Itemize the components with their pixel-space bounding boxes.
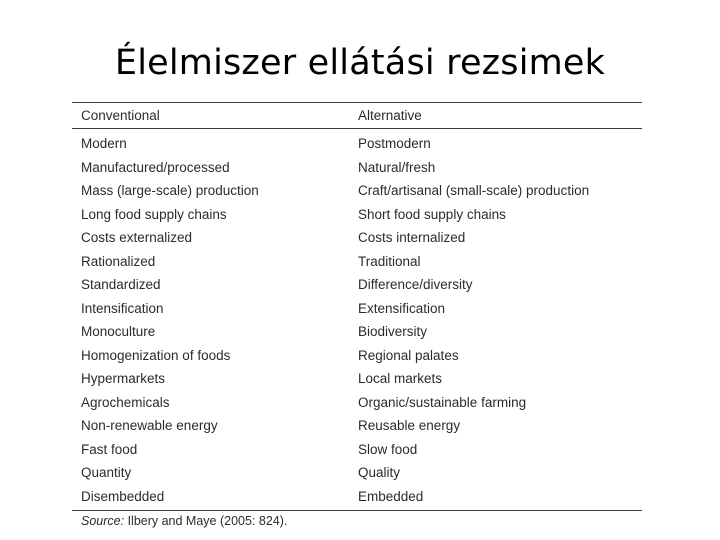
table-header-row xyxy=(72,103,642,128)
conventional-cell: Modern xyxy=(81,136,127,151)
header-conventional: Conventional xyxy=(81,108,160,123)
alternative-cell: Natural/fresh xyxy=(358,159,436,175)
conventional-cell: Rationalized xyxy=(81,253,156,269)
alternative-cell: Difference/diversity xyxy=(358,277,473,292)
table-row xyxy=(72,273,642,297)
alternative-cell: Traditional xyxy=(358,253,421,269)
conventional-cell: Non-renewable energy xyxy=(81,418,218,433)
table-row xyxy=(72,203,642,227)
alternative-cell: Slow food xyxy=(358,441,418,457)
table-row xyxy=(72,438,642,462)
conventional-cell: Fast food xyxy=(81,441,138,457)
slide-title: Élelmiszer ellátási rezsimek xyxy=(114,43,606,83)
comparison-table xyxy=(72,99,642,528)
table-bottom-rule xyxy=(72,510,642,511)
conventional-cell: Manufactured/processed xyxy=(81,159,230,175)
table-row xyxy=(72,250,642,274)
source-citation: Ilbery and Maye (2005: 824). xyxy=(124,514,288,528)
conventional-cell: Monoculture xyxy=(81,324,156,339)
conventional-cell: Intensification xyxy=(81,300,164,316)
table-body xyxy=(72,129,642,510)
alternative-cell: Extensification xyxy=(358,300,446,316)
alternative-cell: Short food supply chains xyxy=(358,206,506,222)
table-row xyxy=(72,344,642,368)
conventional-cell: Quantity xyxy=(81,465,132,480)
conventional-cell: Disembedded xyxy=(81,488,165,504)
alternative-cell: Quality xyxy=(358,465,401,480)
alternative-cell: Regional palates xyxy=(358,347,459,363)
conventional-cell: Mass (large-scale) production xyxy=(81,183,259,198)
alternative-cell: Costs internalized xyxy=(358,230,466,245)
table-row xyxy=(72,391,642,415)
conventional-cell: Agrochemicals xyxy=(81,394,170,410)
table-row xyxy=(72,320,642,344)
source-note xyxy=(81,514,642,528)
alternative-cell: Local markets xyxy=(358,371,443,386)
alternative-cell: Organic/sustainable farming xyxy=(358,394,527,410)
header-alternative: Alternative xyxy=(358,108,422,123)
conventional-cell: Hypermarkets xyxy=(81,371,166,386)
table-row xyxy=(72,226,642,250)
alternative-cell: Biodiversity xyxy=(358,324,428,339)
table-row xyxy=(72,132,642,156)
table-row xyxy=(72,485,642,509)
alternative-cell: Embedded xyxy=(358,488,424,504)
table-row xyxy=(72,367,642,391)
table-row xyxy=(72,414,642,438)
conventional-cell: Standardized xyxy=(81,277,161,292)
conventional-cell: Costs externalized xyxy=(81,230,193,245)
alternative-cell: Reusable energy xyxy=(358,418,461,433)
table-row xyxy=(72,179,642,203)
table-row xyxy=(72,156,642,180)
conventional-cell: Homogenization of foods xyxy=(81,347,231,363)
table-row xyxy=(72,461,642,485)
conventional-cell: Long food supply chains xyxy=(81,206,227,222)
table-row xyxy=(72,297,642,321)
alternative-cell: Craft/artisanal (small-scale) production xyxy=(358,183,590,198)
alternative-cell: Postmodern xyxy=(358,136,431,151)
source-label: Source: xyxy=(81,514,125,528)
